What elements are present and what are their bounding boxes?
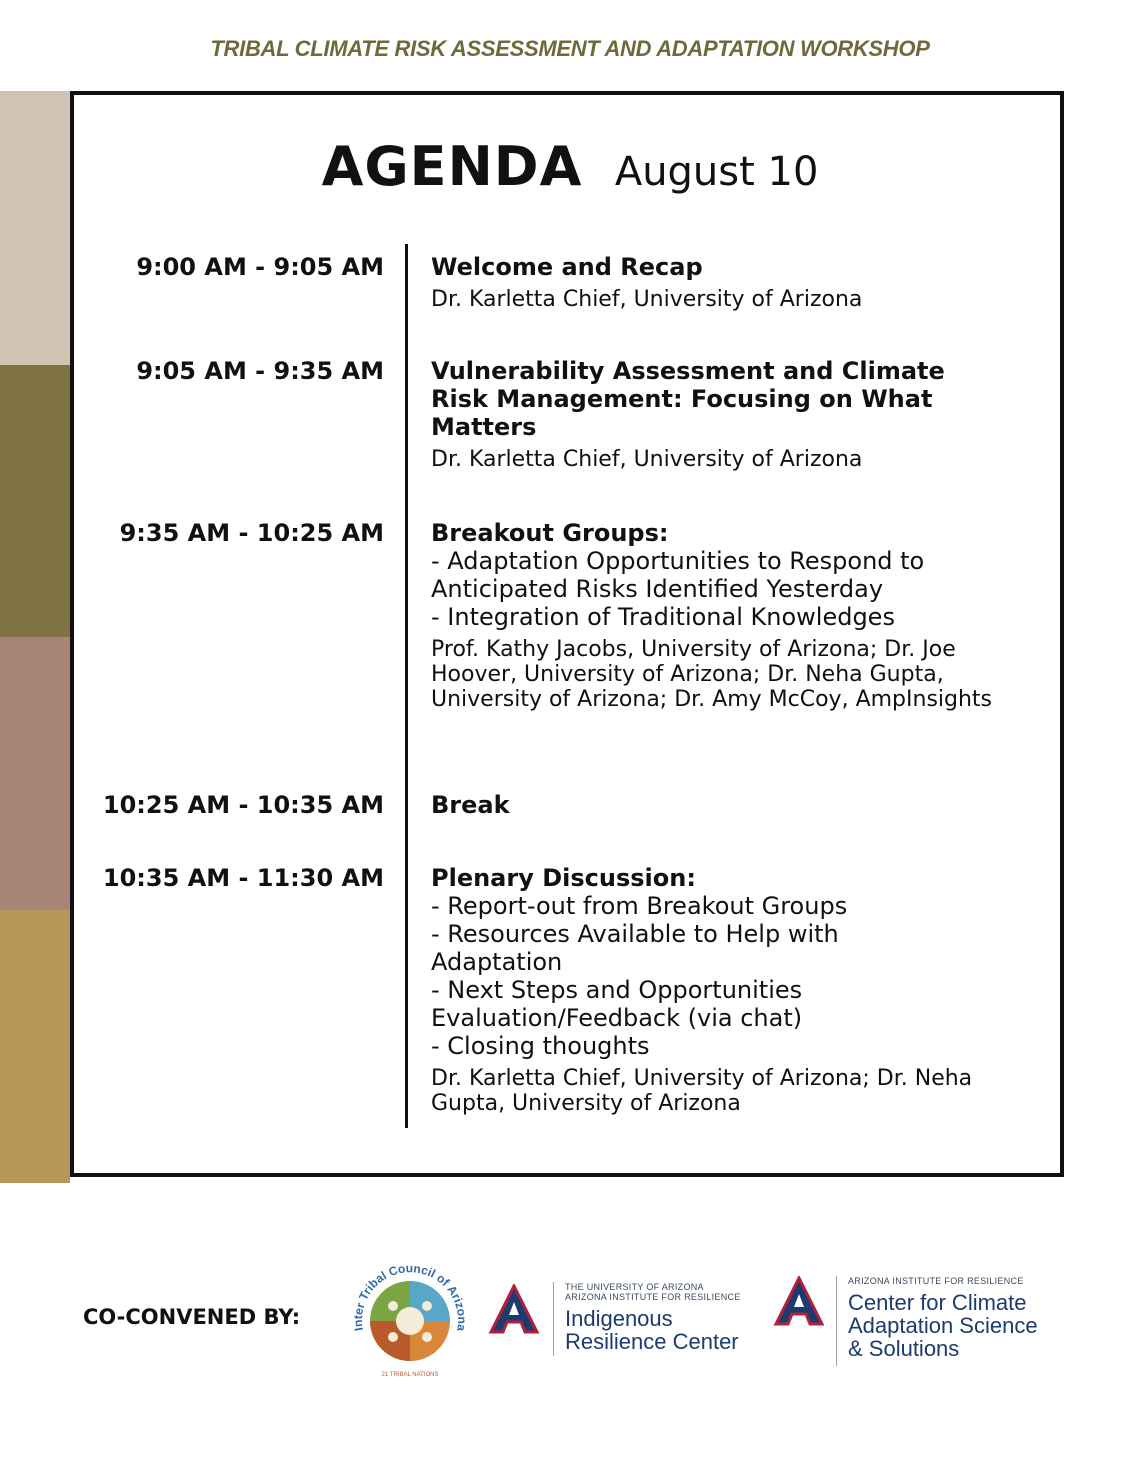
uofa-a-icon xyxy=(485,1284,543,1338)
agenda-heading xyxy=(0,135,1140,198)
ccass-line-3: & Solutions xyxy=(848,1336,960,1361)
irc-small-2: ARIZONA INSTITUTE FOR RESILIENCE xyxy=(565,1292,741,1302)
uofa-a-icon xyxy=(770,1276,828,1330)
slot-title: Vulnerability Assessment and Climate Risk Management: Focusing on What Matters xyxy=(431,357,945,441)
timeline-divider xyxy=(405,244,408,1128)
ccass-small-1: ARIZONA INSTITUTE FOR RESILIENCE xyxy=(848,1276,1024,1286)
slot-body xyxy=(431,519,1031,712)
color-stripe-4 xyxy=(0,910,70,1183)
slot-time: 10:25 AM - 10:35 AM xyxy=(102,791,384,819)
slot-speakers: Dr. Karletta Chief, University of Arizona xyxy=(431,287,863,312)
slot-body xyxy=(431,864,991,1116)
irc-line-1: Indigenous xyxy=(565,1306,673,1331)
slot-title: Welcome and Recap xyxy=(431,253,703,281)
slot-time: 9:00 AM - 9:05 AM xyxy=(136,253,384,281)
irc-divider xyxy=(553,1282,554,1356)
color-stripe-2 xyxy=(0,365,70,637)
color-stripe-3 xyxy=(0,637,70,910)
ccass-logo xyxy=(770,1274,1070,1369)
slot-bullet: - Report-out from Breakout Groups xyxy=(431,892,848,920)
slot-title: Plenary Discussion: xyxy=(431,864,696,892)
workshop-title: TRIBAL CLIMATE RISK ASSESSMENT AND ADAPTATION WORKSHOP xyxy=(210,36,930,61)
itca-seal-icon xyxy=(345,1258,475,1383)
irc-line-2: Resilience Center xyxy=(565,1329,739,1354)
slot-time: 9:05 AM - 9:35 AM xyxy=(136,357,384,385)
ccass-divider xyxy=(836,1276,837,1366)
slot-time: 9:35 AM - 10:25 AM xyxy=(119,519,384,547)
slot-bullet: - Integration of Traditional Knowledges xyxy=(431,603,895,631)
slot-bullet: - Closing thoughts xyxy=(431,1032,650,1060)
slot-body xyxy=(431,791,1031,819)
slot-bullet: - Resources Available to Help with Adaptation xyxy=(431,920,839,976)
co-convened-label: CO-CONVENED BY: xyxy=(83,1305,301,1329)
ccass-line-1: Center for Climate xyxy=(848,1290,1027,1315)
irc-logo xyxy=(485,1280,755,1360)
slot-time: 10:35 AM - 11:30 AM xyxy=(102,864,384,892)
color-stripe-1 xyxy=(0,91,70,365)
slot-speakers: Prof. Kathy Jacobs, University of Arizona; Dr. Joe Hoover, University of Arizona; Dr. Neha Gupta, University of Arizona; Dr. Amy McCoy, AmpInsights xyxy=(431,637,993,712)
itca-logo xyxy=(345,1258,475,1383)
agenda-date: August 10 xyxy=(614,149,819,195)
slot-body xyxy=(431,357,991,472)
irc-small-1: THE UNIVERSITY OF ARIZONA xyxy=(565,1282,704,1292)
slot-speakers: Dr. Karletta Chief, University of Arizona; Dr. Neha Gupta, University of Arizona xyxy=(431,1066,973,1116)
ccass-line-2: Adaptation Science xyxy=(848,1313,1038,1338)
slot-bullet: - Adaptation Opportunities to Respond to Anticipated Risks Identified Yesterday xyxy=(431,547,925,603)
agenda-word: AGENDA xyxy=(321,135,583,198)
slot-speakers: Dr. Karletta Chief, University of Arizona xyxy=(431,447,863,472)
slot-title: Breakout Groups: xyxy=(431,519,669,547)
slot-title: Break xyxy=(431,791,510,819)
slot-body xyxy=(431,253,1031,312)
itca-arc-text: Inter Tribal Council of Arizona xyxy=(350,1261,470,1333)
slot-bullet: - Next Steps and Opportunities Evaluation/Feedback (via chat) xyxy=(431,976,803,1032)
itca-bottom-text: 21 TRIBAL NATIONS xyxy=(381,1372,439,1378)
